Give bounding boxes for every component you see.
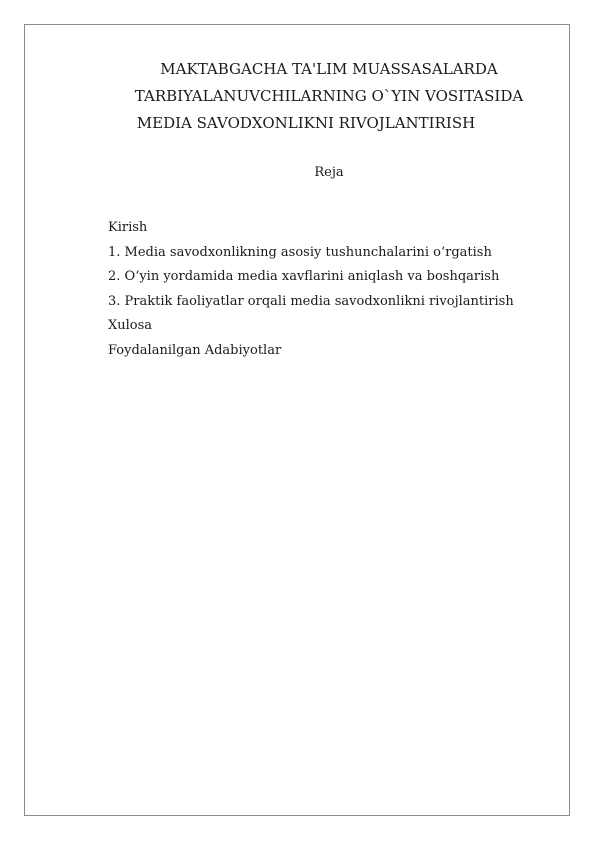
title-line-1: MAKTABGACHA TA'LIM MUASSASALARDA [160, 60, 498, 78]
toc-item-references: Foydalanilgan Adabiyotlar [108, 342, 282, 358]
toc-item-2: 2. O‘yin yordamida media xavflarini aniqlash va boshqarish [108, 269, 500, 284]
page-border [24, 24, 570, 816]
document-title [0, 56, 596, 137]
title-line-3: MEDIA SAVODXONLIKNI RIVOJLANTIRISH [136, 114, 476, 132]
toc-item-3: 3. Praktik faoliyatlar orqali media savodxonlikni rivojlantirish [108, 293, 514, 309]
title-line-2: TARBIYALANUVCHILARNING O`YIN VOSITASIDA [134, 87, 524, 105]
toc-item-1: 1. Media savodxonlikning asosiy tushunchalarini o‘rgatish [108, 244, 492, 260]
toc-item-conclusion: Xulosa [108, 318, 153, 333]
toc-item-introduction: Kirish [108, 220, 148, 235]
plan-heading: Reja [314, 165, 344, 180]
table-of-contents [108, 216, 568, 363]
